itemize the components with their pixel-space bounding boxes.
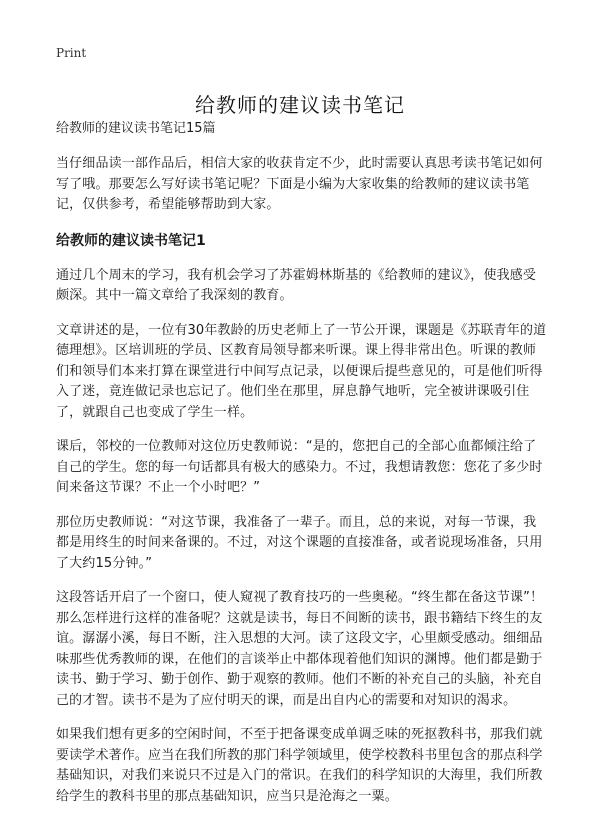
body-paragraph: 文章讲述的是，一位有30年教龄的历史老师上了一节公开课，课题是《苏联青年的道德理想》。区培训班的学员、区教育局领导都来听课。课上得非常出色。听课的教师们和领导们本来打算在课堂进行中间写点记录，以便课后提些意见的，可是他们听得入了迷，竟连做记录也忘记了。他们坐在那里，屏息静气地听，完全被讲课吸引住了，就跟自己也变成了学生一样。 bbox=[56, 322, 547, 420]
body-paragraph: 通过几个周末的学习，我有机会学习了苏霍姆林斯基的《给教师的建议》，使我感受颇深。其中一篇文章给了我深刻的教育。 bbox=[56, 267, 537, 303]
body-paragraph: 这段答话开启了一个窗口，使人窥视了教育技巧的一些奥秘。“终生都在备这节课”！那么怎样进行这样的准备呢？这就是读书，每日不间断的读书，跟书籍结下终生的友谊。潺潺小溪，每日不断，注入思想的大河。读了这段文字，心里颇受感动。细细品味那些优秀教师的课，在他们的言谈举止中都体现着他们知识的渊博。他们都是勤于读书、勤于学习、勤于创作、勤于观察的教师。他们不断的补充自己的头脑，补充自己的才智。读书不是为了应付明天的课，而是出自内心的需要和对知识的渴求。 bbox=[56, 590, 544, 708]
print-label: Print bbox=[56, 46, 87, 60]
document-body bbox=[56, 120, 548, 821]
body-paragraph: 那位历史教师说：“对这节课，我准备了一辈子。而且，总的来说，对每一节课，我都是用终生的时间来备课的。不过，对这个课题的直接准备，或者说现场准备，只用了大约15分钟。” bbox=[56, 514, 543, 571]
document-subtitle: 给教师的建议读书笔记15篇 bbox=[56, 121, 216, 136]
document-title: 给教师的建议读书笔记 bbox=[195, 93, 405, 118]
intro-paragraph: 当仔细品读一部作品后，相信大家的收获肯定不少，此时需要认真思考读书笔记如何写了哦。那要怎么写好读书笔记呢？下面是小编为大家收集的给教师的建议读书笔记，仅供参考，希望能够帮助到大家。 bbox=[56, 156, 543, 212]
body-paragraph: 课后，邻校的一位教师对这位历史教师说：“是的，您把自己的全部心血都倾注给了自己的学生。您的每一句话都具有极大的感染力。不过，我想请教您：您花了多少时间来备这节课？不止一个小时吧？” bbox=[56, 439, 543, 495]
section-heading: 给教师的建议读书笔记1 bbox=[56, 232, 206, 249]
body-paragraph: 如果我们想有更多的空闲时间，不至于把备课变成单调乏味的死抠教科书，那我们就要读学术著作。应当在我们所教的那门科学领域里，使学校教科书里包含的那点科学基础知识，对我们来说只不过是入门的常识。在我们的科学知识的大海里，我们所教给学生的教科书里的那点基础知识，应当只是沧海之一粟。 bbox=[56, 727, 543, 804]
